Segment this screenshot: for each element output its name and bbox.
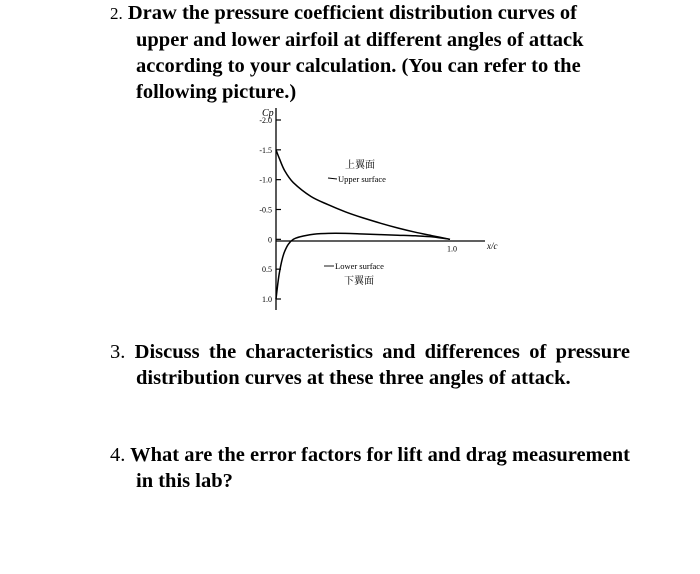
question-3: [110, 339, 630, 391]
lower-label-en: Lower surface: [335, 261, 384, 271]
upper-label-leader: [328, 178, 337, 179]
y-tick-label: 0.5: [262, 265, 272, 275]
y-tick-label: 0: [268, 235, 272, 245]
question-2-number: 2.: [110, 4, 123, 23]
y-tick-label: 1.0: [262, 295, 272, 304]
question-3-text: Discuss the characteristics and differences of pressure distribution curves at these three angles of attack.: [134, 341, 630, 389]
y-tick-label: -0.5: [259, 205, 272, 215]
y-tick-label: -1.5: [259, 145, 272, 155]
upper-label-cn: 上翼面: [345, 160, 375, 171]
y-tick-label: -2.0: [259, 116, 272, 125]
y-axis-label: Cp: [262, 108, 274, 119]
question-2: [110, 0, 630, 105]
x-axis-label: x/c: [487, 241, 498, 251]
question-2-text: Draw the pressure coefficient distribution curves of upper and lower airfoil at different angles of attack according to your calculation. (You can refer to the following picture.): [127, 2, 584, 103]
x-tick-label: 1.0: [447, 244, 457, 254]
pressure-coefficient-figure: [240, 100, 540, 315]
question-4-number: 4.: [110, 444, 126, 466]
y-ticks: [259, 116, 281, 304]
y-tick-label: -1.0: [259, 175, 272, 185]
x-tick: [447, 244, 457, 253]
question-4-text: What are the error factors for lift and drag measurement in this lab?: [130, 444, 630, 492]
question-4: [110, 442, 630, 494]
lower-label-cn: 下翼面: [344, 276, 374, 287]
upper-label-en: Upper surface: [338, 174, 386, 184]
question-3-number: 3.: [110, 341, 126, 363]
